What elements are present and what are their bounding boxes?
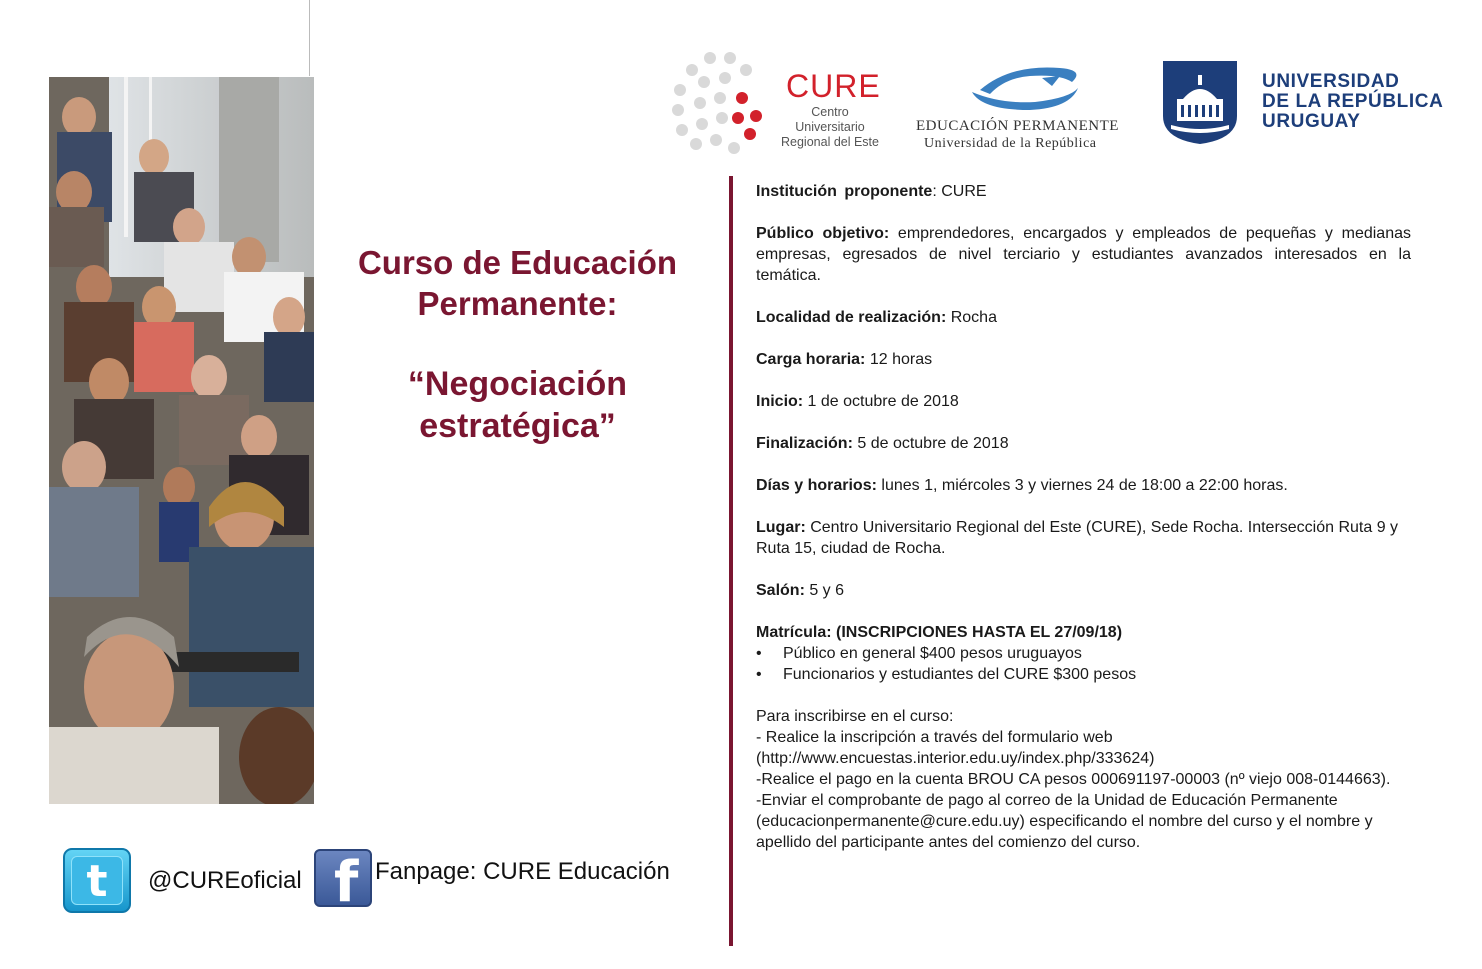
cure-subtitle-line1: Centro Universitario [795,105,865,134]
cure-logo [670,48,890,160]
info-publico [756,223,1411,286]
lugar-label: Lugar: [756,519,806,536]
info-dias [756,475,1411,496]
info-institucion [756,181,1411,202]
salon-value: 5 y 6 [804,582,845,599]
inicio-value: 1 de octubre de 2018 [803,393,959,410]
matricula-price-general: Público en general $400 pesos uruguayos [783,645,1082,662]
course-info [756,181,1411,853]
dias-value: lunes 1, miércoles 3 y viernes 24 de 18:00 a 22:00 horas. [876,477,1288,494]
info-carga [756,349,1411,370]
inscripcion-step3: -Enviar el comprobante de pago al correo de la Unidad de Educación Permanente (educacionpermanente@cure.edu.uy) especificando el nombre del curso y el nombre y apellido del participante antes del comienzo del curso. [756,792,1373,851]
cure-dots-icon [670,48,780,160]
localidad-value: Rocha [946,309,997,326]
classroom-photo [49,77,314,804]
matricula-label: Matrícula: [756,624,832,641]
info-inicio [756,391,1411,412]
swoosh-icon [910,62,1140,114]
finalizacion-label: Finalización: [756,435,853,452]
salon-label: Salón: [756,582,805,599]
udelar-line3: URUGUAY [1262,111,1361,132]
educacion-permanente-logo [910,62,1140,157]
lugar-value: Centro Universitario Regional del Este (CURE), Sede Rocha. Intersección Ruta 9 y Ruta 15, ciudad de Rocha. [756,519,1399,557]
course-name-line2: estratégica” [419,407,616,445]
info-salon [756,580,1411,601]
ep-logo-title: EDUCACIÓN PERMANENTE [916,118,1119,134]
institucion-label: Institución proponente [756,183,933,200]
course-title [330,242,705,447]
udelar-line2: DE LA REPÚBLICA [1262,91,1444,112]
udelar-line1: UNIVERSIDAD [1262,71,1400,92]
info-lugar [756,517,1411,559]
course-title-line2: Permanente: [417,285,618,322]
twitter-icon[interactable]: t [63,848,131,913]
localidad-label: Localidad de realización: [756,309,947,326]
publico-label: Público objetivo: [756,225,890,242]
inscripcion-step1: - Realice la inscripción a través del formulario web (http://www.encuestas.interior.edu.uy/index.php/333624) [756,729,1155,767]
inscripcion-step2: -Realice el pago en la cuenta BROU CA pesos 000691197-00003 (nº viejo 008-0144663). [756,771,1391,788]
matricula-deadline: (INSCRIPCIONES HASTA EL 27/09/18) [831,624,1123,641]
dias-label: Días y horarios: [756,477,877,494]
udelar-logo-text [1262,72,1443,132]
top-divider-line [309,0,310,76]
info-localidad [756,307,1411,328]
facebook-fanpage-label[interactable]: Fanpage: CURE Educación [375,858,670,885]
finalizacion-value: 5 de octubre de 2018 [852,435,1009,452]
inicio-label: Inicio: [756,393,804,410]
course-title-line1: Curso de Educación [357,244,678,281]
carga-value: 12 horas [865,351,933,368]
facebook-icon[interactable]: f [314,849,372,907]
cure-logo-subtitle [780,105,880,150]
cure-subtitle-line2: Regional del Este [781,135,879,149]
info-matricula [756,622,1411,643]
info-finalizacion [756,433,1411,454]
institucion-value: : CURE [932,183,987,200]
list-item: • Funcionarios y estudiantes del CURE $300 pesos [756,666,1137,683]
cure-logo-text: CURE [786,68,881,104]
twitter-handle[interactable]: @CUREoficial [148,867,302,894]
course-name-line1: “Negociación [407,365,628,403]
publico-value: emprendedores, encargados y empleados de pequeñas y medianas empresas, egresados de nivel terciario y estudiantes avanzados interesados en la temática. [756,225,1411,284]
udelar-shield-icon [1163,61,1237,144]
ep-logo-subtitle: Universidad de la República [924,136,1097,151]
carga-label: Carga horaria: [756,351,866,368]
matricula-price-cure: Funcionarios y estudiantes del CURE $300 pesos [783,666,1137,683]
vertical-divider [729,176,733,946]
inscripcion-intro: Para inscribirse en el curso: [756,708,954,725]
list-item: • Público en general $400 pesos uruguayos [756,645,1082,662]
